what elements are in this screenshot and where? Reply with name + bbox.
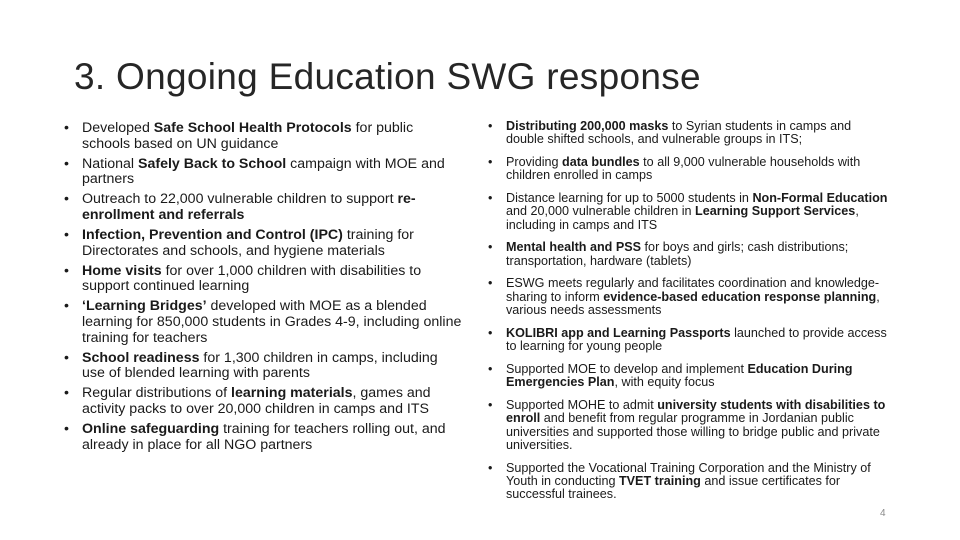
bold-text: School readiness xyxy=(82,349,200,366)
bold-text: data bundles xyxy=(562,155,640,169)
bullet-icon: • xyxy=(488,460,493,475)
item-text: Regular distributions of xyxy=(82,385,232,402)
bullet-icon: • xyxy=(64,349,69,366)
list-item xyxy=(62,386,462,417)
right-bullet-list xyxy=(486,120,888,511)
bold-text: evidence-based education response planning xyxy=(603,289,877,304)
item-text: , with equity focus xyxy=(614,375,715,390)
item-text: for boys and girls; cash distributions; transportation, hardware (tablets) xyxy=(506,240,849,268)
list-item xyxy=(62,228,462,259)
item-text: for public schools based on UN guidance xyxy=(82,120,414,152)
bullet-icon: • xyxy=(64,298,69,315)
list-item xyxy=(486,327,888,354)
bold-text: ‘Learning Bridges’ xyxy=(82,298,207,315)
list-item xyxy=(62,157,462,188)
item-text: , games and activity packs to over 20,000 children in camps and ITS xyxy=(82,385,431,417)
item-text: Developed xyxy=(82,120,154,136)
bullet-icon: • xyxy=(488,397,493,412)
slide-title: 3. Ongoing Education SWG response xyxy=(74,56,701,97)
bullet-icon: • xyxy=(64,155,69,172)
bullet-icon: • xyxy=(488,119,493,133)
item-text: to Syrian students in camps and double shifted schools, and vulnerable groups in ITS; xyxy=(506,119,852,147)
list-item xyxy=(486,462,888,502)
item-text: and 20,000 vulnerable children in xyxy=(506,204,696,219)
bold-text: Learning Support Services xyxy=(695,204,856,219)
list-item xyxy=(486,241,888,268)
item-text: developed with MOE as a blended learning for 850,000 students in Grades 4-9, including online training for teachers xyxy=(82,298,462,346)
bold-text: Mental health and PSS xyxy=(506,240,642,255)
list-item xyxy=(486,399,888,453)
bullet-icon: • xyxy=(64,385,69,402)
list-item xyxy=(62,299,462,346)
list-item xyxy=(486,156,888,183)
list-item xyxy=(486,363,888,390)
list-item xyxy=(486,277,888,317)
bold-text: Education During Emergencies Plan xyxy=(506,361,853,390)
item-text: , including in camps and ITS xyxy=(506,204,859,232)
item-text: Supported the Vocational Training Corporation and the Ministry of Youth in conducting xyxy=(506,460,871,489)
item-text: and benefit from regular programme in Jordanian public universities and supported those willing to bridge public and private universities. xyxy=(506,411,880,453)
item-text: , various needs assessments xyxy=(506,289,880,318)
list-item xyxy=(62,121,462,152)
item-text: Distance learning for up to 5000 students in xyxy=(506,191,753,205)
bold-text: Safely Back to School xyxy=(138,155,287,172)
item-text: for 1,300 children in camps, including use of blended learning with parents xyxy=(82,349,438,382)
list-item xyxy=(62,264,462,295)
left-bullet-list xyxy=(62,121,462,458)
bold-text: re-enrollment and referrals xyxy=(82,191,416,223)
list-item xyxy=(62,422,462,453)
list-item xyxy=(486,192,888,232)
list-item xyxy=(486,120,888,147)
bullet-icon: • xyxy=(488,155,493,169)
item-text: National xyxy=(82,155,138,172)
bullet-icon: • xyxy=(488,191,493,205)
bold-text: learning materials xyxy=(231,385,353,402)
bold-text: Non-Formal Education xyxy=(752,191,888,205)
item-text: training for Directorates and schools, and hygiene materials xyxy=(82,227,414,259)
bold-text: Online safeguarding xyxy=(82,421,220,438)
item-text: campaign with MOE and partners xyxy=(82,155,445,188)
item-text: training for teachers rolling out, and already in place for all NGO partners xyxy=(82,421,446,453)
list-item xyxy=(62,192,462,223)
page-number: 4 xyxy=(880,508,886,519)
bullet-icon: • xyxy=(64,227,69,244)
bullet-icon: • xyxy=(64,120,69,136)
bold-text: KOLIBRI app and Learning Passports xyxy=(506,325,731,340)
bold-text: Home visits xyxy=(82,262,162,279)
bold-text: Infection, Prevention and Control (IPC) xyxy=(82,227,343,244)
bold-text: TVET training xyxy=(618,474,701,489)
bold-text: Distributing 200,000 masks xyxy=(506,119,669,133)
item-text: launched to provide access to learning for young people xyxy=(506,325,887,354)
item-text: Providing xyxy=(506,155,563,169)
list-item xyxy=(62,351,462,382)
bullet-icon: • xyxy=(488,361,493,376)
item-text: for over 1,000 children with disabilities to support continued learning xyxy=(82,262,422,295)
item-text: Supported MOE to develop and implement xyxy=(506,361,748,376)
item-text: Supported MOHE to admit xyxy=(506,397,658,412)
bold-text: university students with disabilities to enroll xyxy=(506,397,886,426)
item-text: to all 9,000 vulnerable households with children enrolled in camps xyxy=(506,155,861,183)
item-text: and issue certificates for successful trainees. xyxy=(506,474,841,502)
bullet-icon: • xyxy=(488,276,493,291)
item-text: Outreach to 22,000 vulnerable children to support xyxy=(82,191,398,208)
bullet-icon: • xyxy=(488,325,493,340)
item-text: ESWG meets regularly and facilitates coordination and knowledge-sharing to inform xyxy=(506,276,880,304)
bold-text: Safe School Health Protocols xyxy=(153,120,352,136)
bullet-icon: • xyxy=(64,191,69,208)
bullet-icon: • xyxy=(488,240,493,255)
bullet-icon: • xyxy=(64,421,69,438)
bullet-icon: • xyxy=(64,262,69,279)
